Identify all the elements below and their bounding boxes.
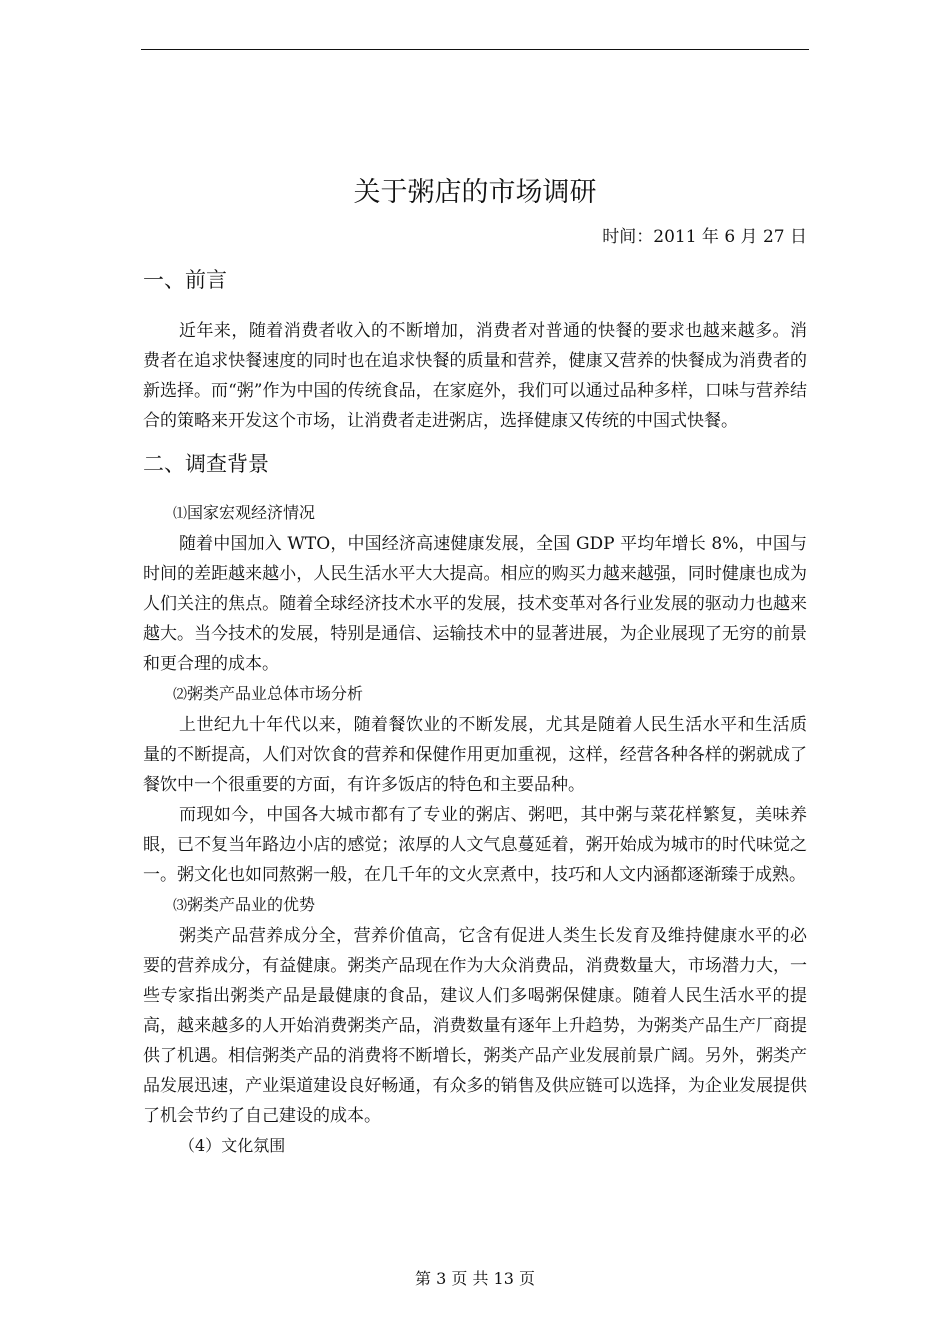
subsection-heading (143, 498, 807, 529)
subsection-number: （4） (179, 1136, 222, 1155)
document-date: 时间：2011 年 6 月 27 日 (602, 227, 807, 247)
document-title: 关于粥店的市场调研 (353, 177, 597, 208)
paragraph: 粥类产品营养成分全，营养价值高，它含有促进人类生长发育及维持健康水平的必要的营养成分，有益健康。粥类产品现在作为大众消费品，消费数量大，市场潜力大，一些专家指出粥类产品是最健康的食品，建议人们多喝粥保健康。随着人民生活水平的提高，越来越多的人开始消费粥类产品，消费数量有逐年上升趋势，为粥类产品生产厂商提供了机遇。相信粥类产品的消费将不断增长，粥类产品产业发展前景广阔。另外，粥类产品发展迅速，产业渠道建设良好畅通，有众多的销售及供应链可以选择，为企业发展提供了机会节约了自己建设的成本。 (143, 926, 807, 1126)
page-number-footer: 第 3 页 共 13 页 (415, 1269, 535, 1288)
subsection-title: 粥类产品业总体市场分析 (187, 684, 364, 703)
subsection-heading (143, 1131, 807, 1161)
header-rule (141, 49, 809, 50)
section-heading-preface: 一、前言 (143, 268, 227, 292)
paragraph: 上世纪九十年代以来，随着餐饮业的不断发展，尤其是随着人民生活水平和生活质量的不断提高，人们对饮食的营养和保健作用更加重视，这样，经营各种各样的粥就成了餐饮中一个很重要的方面，有许多饭店的特色和主要品种。 (143, 715, 807, 795)
subsection-heading (143, 679, 807, 710)
subsection-title: 粥类产品业的优势 (187, 895, 316, 914)
subsection-title: 文化氛围 (221, 1136, 286, 1155)
subsection-number: ⑵ (173, 687, 187, 703)
subsection-heading (143, 890, 807, 921)
section-heading-background: 二、调查背景 (143, 452, 269, 476)
paragraph: 近年来，随着消费者收入的不断增加，消费者对普通的快餐的要求也越来越多。消费者在追求快餐速度的同时也在追求快餐的质量和营养，健康又营养的快餐成为消费者的新选择。而“粥”作为中国的传统食品，在家庭外，我们可以通过品种多样，口味与营养结合的策略来开发这个市场，让消费者走进粥店，选择健康又传统的中国式快餐。 (143, 321, 807, 431)
subsection-title: 国家宏观经济情况 (187, 503, 316, 522)
paragraph: 而现如今，中国各大城市都有了专业的粥店、粥吧，其中粥与菜花样繁复，美味养眼，已不复当年路边小店的感觉；浓厚的人文气息蔓延着，粥开始成为城市的时代味觉之一。粥文化也如同熬粥一般，在几千年的文火烹煮中，技巧和人文内涵都逐渐臻于成熟。 (143, 805, 807, 885)
document-body (143, 168, 807, 1161)
paragraph: 随着中国加入 WTO，中国经济高速健康发展，全国 GDP 平均年增长 8%，中国与时间的差距越来越小，人民生活水平大大提高。相应的购买力越来越强，同时健康也成为人们关注的焦点。随着全球经济技术水平的发展，技术变革对各行业发展的驱动力也越来越大。当今技术的发展，特别是通信、运输技术中的显著进展，为企业展现了无穷的前景和更合理的成本。 (143, 534, 807, 674)
subsection-number: ⑴ (173, 506, 187, 522)
subsection-number: ⑶ (173, 898, 187, 914)
